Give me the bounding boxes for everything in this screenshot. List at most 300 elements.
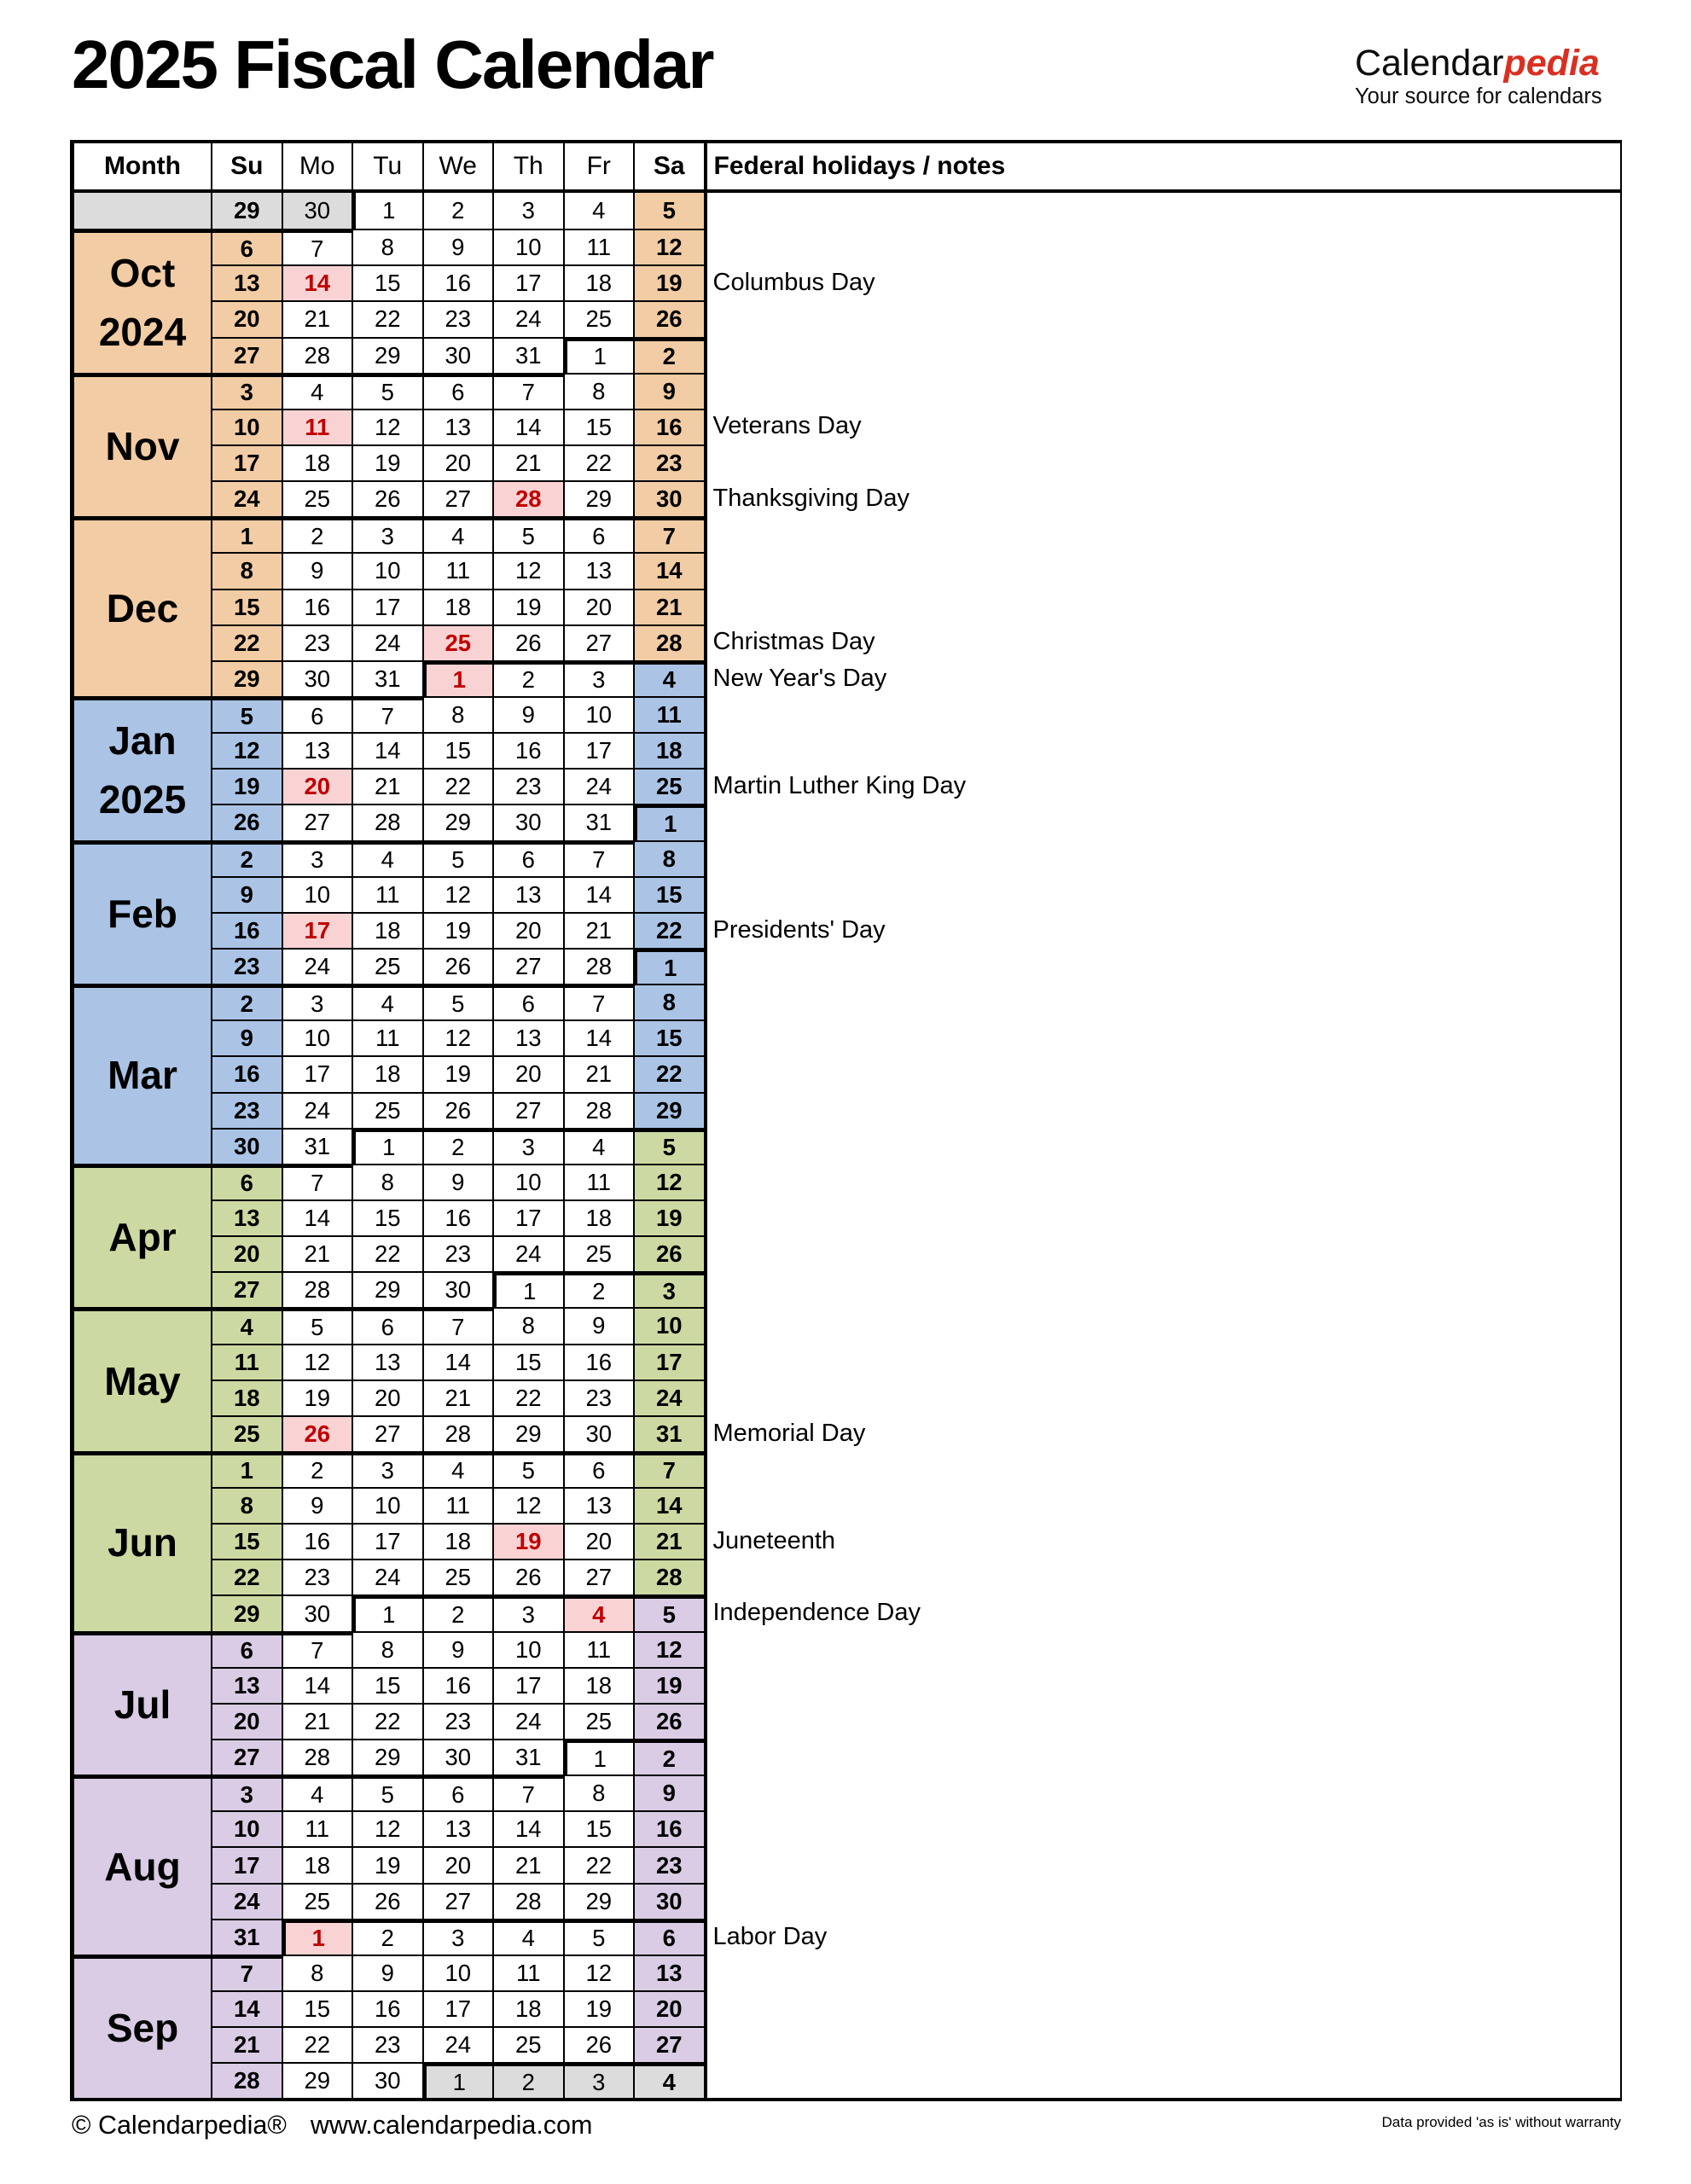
day-cell: 4 [563, 193, 634, 229]
day-cell: 6 [211, 1164, 282, 1199]
day-cell: 11 [352, 876, 422, 912]
day-cell: 28 [492, 1883, 563, 1919]
day-cell: 19 [282, 1380, 352, 1415]
day-cell: 23 [633, 1846, 704, 1882]
day-cell: 6 [211, 1631, 282, 1667]
day-cell: 30 [633, 480, 704, 516]
day-cell: 17 [211, 444, 282, 480]
day-cell: 7 [563, 984, 634, 1019]
holiday-note: Martin Luther King Day [712, 771, 967, 799]
day-cell: 25 [422, 1559, 493, 1594]
day-cell: 17 [211, 1846, 282, 1882]
day-cell: 16 [633, 409, 704, 444]
day-cell: 25 [282, 480, 352, 516]
day-cell: 20 [211, 1235, 282, 1271]
day-cell: 28 [492, 480, 563, 516]
day-cell: 3 [352, 1451, 422, 1487]
day-cell: 4 [563, 1594, 634, 1630]
day-cell: 18 [563, 1667, 634, 1703]
day-cell: 9 [211, 1019, 282, 1055]
day-cell: 23 [282, 1559, 352, 1594]
day-cell: 23 [352, 2026, 422, 2062]
day-cell: 23 [282, 624, 352, 660]
month-cell-may-2025 [74, 1307, 211, 1451]
day-cell: 19 [211, 768, 282, 804]
day-cell: 24 [211, 1883, 282, 1919]
day-cell: 30 [422, 1271, 493, 1307]
copyright-text: © Calendarpedia® [72, 2111, 287, 2140]
day-cell: 23 [563, 1380, 634, 1415]
day-cell: 29 [282, 2062, 352, 2098]
day-cell: 31 [211, 1919, 282, 1955]
day-cell: 21 [563, 1055, 634, 1091]
day-cell: 27 [422, 1883, 493, 1919]
day-cell: 22 [211, 624, 282, 660]
day-cell: 11 [211, 1344, 282, 1380]
day-cell: 28 [633, 624, 704, 660]
day-cell: 3 [492, 1128, 563, 1164]
day-cell: 14 [492, 1810, 563, 1846]
day-cell: 19 [633, 264, 704, 300]
day-cell: 2 [422, 193, 493, 229]
day-cell: 6 [563, 516, 634, 552]
day-cell: 26 [282, 1415, 352, 1451]
day-cell: 17 [282, 912, 352, 948]
day-cell: 2 [352, 1919, 422, 1955]
day-cell: 10 [352, 552, 422, 588]
day-cell: 26 [633, 300, 704, 336]
day-cell: 29 [633, 1092, 704, 1128]
day-cell: 20 [492, 912, 563, 948]
day-cell: 8 [492, 1307, 563, 1343]
day-cell: 21 [211, 2026, 282, 2062]
day-cell: 12 [492, 552, 563, 588]
day-cell: 28 [563, 1092, 634, 1128]
day-cell: 22 [352, 1235, 422, 1271]
day-cell: 21 [422, 1380, 493, 1415]
day-cell: 6 [492, 840, 563, 876]
day-cell: 1 [211, 516, 282, 552]
logo-brand-black: Calendar [1355, 43, 1504, 84]
day-cell: 24 [633, 1380, 704, 1415]
month-cell-feb-2025 [74, 840, 211, 985]
day-cell: 15 [563, 1810, 634, 1846]
day-cell: 30 [282, 193, 352, 229]
day-cell: 2 [422, 1128, 493, 1164]
day-cell: 26 [211, 804, 282, 839]
day-cell: 26 [492, 1559, 563, 1594]
day-cell: 27 [422, 480, 493, 516]
day-cell: 16 [352, 1990, 422, 2026]
day-cell: 15 [352, 264, 422, 300]
day-cell: 20 [211, 1703, 282, 1739]
day-cell: 7 [492, 1774, 563, 1810]
day-cell: 9 [633, 1774, 704, 1810]
day-cell: 1 [633, 948, 704, 984]
logo-wordmark [1355, 44, 1602, 83]
day-cell: 17 [492, 1199, 563, 1235]
day-cell: 2 [211, 840, 282, 876]
day-cell: 12 [422, 876, 493, 912]
day-cell: 16 [422, 1667, 493, 1703]
day-cell: 8 [211, 1487, 282, 1523]
day-cell: 12 [282, 1344, 352, 1380]
day-cell: 8 [282, 1955, 352, 1990]
day-cell: 9 [633, 373, 704, 409]
day-cell: 19 [492, 589, 563, 624]
day-cell: 21 [282, 300, 352, 336]
header-friday: Fr [563, 143, 634, 193]
day-cell: 22 [492, 1380, 563, 1415]
day-cell: 29 [492, 1415, 563, 1451]
day-cell: 14 [282, 1667, 352, 1703]
day-cell: 25 [563, 1703, 634, 1739]
logo-brand-red: pedia [1503, 43, 1600, 84]
day-cell: 21 [492, 444, 563, 480]
day-cell: 16 [492, 732, 563, 768]
day-cell: 5 [352, 1774, 422, 1810]
day-cell: 23 [211, 1092, 282, 1128]
day-cell: 1 [282, 1919, 352, 1955]
day-cell: 27 [563, 624, 634, 660]
day-cell: 21 [282, 1235, 352, 1271]
month-cell-mar-2025 [74, 984, 211, 1164]
day-cell: 3 [211, 1774, 282, 1810]
day-cell: 21 [492, 1846, 563, 1882]
header-federal-holidays: Federal holidays / notes [707, 143, 1620, 193]
day-cell: 29 [211, 660, 282, 696]
month-label: 2025 [98, 776, 187, 822]
day-cell: 29 [422, 804, 493, 839]
day-cell: 5 [633, 1128, 704, 1164]
day-cell: 13 [211, 1667, 282, 1703]
day-cell: 4 [282, 373, 352, 409]
day-cell: 3 [492, 193, 563, 229]
day-cell: 11 [352, 1019, 422, 1055]
day-cell: 22 [563, 444, 634, 480]
day-cell: 30 [211, 1128, 282, 1164]
day-cell: 3 [282, 840, 352, 876]
header-monday: Mo [282, 143, 352, 193]
day-cell: 27 [211, 337, 282, 373]
month-cell-jun-2025 [74, 1451, 211, 1631]
day-cell: 27 [211, 1271, 282, 1307]
header-thursday: Th [492, 143, 563, 193]
day-cell: 12 [352, 1810, 422, 1846]
day-cell: 8 [563, 1774, 634, 1810]
day-cell: 14 [563, 876, 634, 912]
holiday-note: Memorial Day [712, 1419, 866, 1447]
day-cell: 6 [352, 1307, 422, 1343]
day-cell: 22 [352, 300, 422, 336]
day-cell: 27 [633, 2026, 704, 2062]
day-cell: 13 [422, 409, 493, 444]
day-cell: 19 [563, 1990, 634, 2026]
holiday-note: Presidents' Day [712, 915, 886, 944]
day-cell: 10 [633, 1307, 704, 1343]
day-cell: 20 [492, 1055, 563, 1091]
day-cell: 27 [492, 948, 563, 984]
day-cell: 28 [282, 1271, 352, 1307]
day-cell: 3 [633, 1271, 704, 1307]
day-cell: 20 [282, 768, 352, 804]
day-cell: 11 [282, 1810, 352, 1846]
day-cell: 25 [563, 300, 634, 336]
day-cell: 31 [492, 337, 563, 373]
day-cell: 4 [422, 1451, 493, 1487]
day-cell: 25 [352, 1092, 422, 1128]
month-label: Jan [108, 717, 177, 763]
day-cell: 15 [211, 1523, 282, 1559]
day-cell: 4 [352, 840, 422, 876]
day-cell: 10 [211, 409, 282, 444]
day-cell: 2 [492, 2062, 563, 2098]
day-cell: 29 [352, 1271, 422, 1307]
day-cell: 13 [633, 1955, 704, 1990]
day-cell: 6 [492, 984, 563, 1019]
calendarpedia-logo [1355, 44, 1602, 107]
day-cell: 28 [352, 804, 422, 839]
month-label: Oct [109, 250, 176, 295]
holiday-note: New Year's Day [712, 664, 887, 692]
day-cell: 9 [282, 552, 352, 588]
day-cell: 11 [633, 696, 704, 732]
day-cell: 1 [352, 1594, 422, 1630]
day-cell: 4 [563, 1128, 634, 1164]
day-cell: 21 [282, 1703, 352, 1739]
day-cell: 29 [211, 1594, 282, 1630]
day-cell: 9 [422, 1631, 493, 1667]
day-cell: 22 [633, 912, 704, 948]
day-cell: 15 [352, 1667, 422, 1703]
day-cell: 24 [422, 2026, 493, 2062]
day-cell: 5 [633, 193, 704, 229]
day-cell: 19 [633, 1667, 704, 1703]
day-cell: 27 [352, 1415, 422, 1451]
day-cell: 18 [211, 1380, 282, 1415]
month-cell-apr-2025 [74, 1164, 211, 1308]
day-cell: 17 [492, 264, 563, 300]
calendar-grid [74, 143, 704, 2098]
header-wednesday: We [422, 143, 493, 193]
day-cell: 10 [492, 1631, 563, 1667]
day-cell: 11 [422, 552, 493, 588]
day-cell: 18 [633, 732, 704, 768]
day-cell: 16 [211, 1055, 282, 1091]
day-cell: 15 [282, 1990, 352, 2026]
holiday-note: Thanksgiving Day [712, 484, 909, 512]
day-cell: 31 [352, 660, 422, 696]
day-cell: 1 [352, 193, 422, 229]
day-cell: 9 [211, 876, 282, 912]
holiday-note: Christmas Day [712, 628, 875, 656]
day-cell: 8 [352, 1631, 422, 1667]
day-cell: 7 [492, 373, 563, 409]
day-cell: 20 [563, 1523, 634, 1559]
day-cell: 22 [211, 1559, 282, 1594]
day-cell: 13 [422, 1810, 493, 1846]
day-cell: 26 [492, 624, 563, 660]
day-cell: 2 [492, 660, 563, 696]
day-cell: 30 [282, 660, 352, 696]
day-cell: 30 [422, 337, 493, 373]
day-cell: 7 [211, 1955, 282, 1990]
day-cell: 3 [282, 984, 352, 1019]
month-cell-nov-2024 [74, 373, 211, 517]
month-label: Feb [108, 891, 177, 936]
day-cell: 4 [282, 1774, 352, 1810]
day-cell: 3 [211, 373, 282, 409]
month-cell-aug-2025 [74, 1774, 211, 1955]
day-cell: 17 [282, 1055, 352, 1091]
day-cell: 29 [352, 1739, 422, 1774]
day-cell: 24 [352, 1559, 422, 1594]
month-cell-sep-2025 [74, 1955, 211, 2099]
day-cell: 13 [211, 1199, 282, 1235]
day-cell: 19 [422, 1055, 493, 1091]
day-cell: 10 [492, 229, 563, 264]
day-cell: 5 [211, 696, 282, 732]
holiday-note: Juneteenth [712, 1527, 836, 1555]
day-cell: 4 [211, 1307, 282, 1343]
day-cell: 20 [422, 1846, 493, 1882]
month-label: Nov [105, 423, 180, 468]
day-cell: 14 [211, 1990, 282, 2026]
day-cell: 27 [492, 1092, 563, 1128]
day-cell: 28 [563, 948, 634, 984]
month-cell-dec-2024 [74, 516, 211, 696]
day-cell: 9 [352, 1955, 422, 1990]
month-label: 2024 [98, 309, 187, 354]
day-cell: 9 [563, 1307, 634, 1343]
day-cell: 19 [352, 444, 422, 480]
day-cell: 5 [422, 840, 493, 876]
day-cell: 13 [492, 876, 563, 912]
header-saturday: Sa [633, 143, 704, 193]
day-cell: 2 [282, 1451, 352, 1487]
day-cell: 12 [352, 409, 422, 444]
day-cell: 18 [422, 589, 493, 624]
day-cell: 27 [211, 1739, 282, 1774]
day-cell: 9 [422, 229, 493, 264]
day-cell: 21 [563, 912, 634, 948]
day-cell: 25 [633, 768, 704, 804]
day-cell: 18 [563, 264, 634, 300]
day-cell: 11 [563, 1164, 634, 1199]
month-label: Sep [106, 2006, 179, 2051]
day-cell: 13 [282, 732, 352, 768]
day-cell: 20 [633, 1990, 704, 2026]
day-cell: 29 [563, 480, 634, 516]
day-cell: 15 [563, 409, 634, 444]
day-cell: 25 [211, 1415, 282, 1451]
day-cell: 23 [211, 948, 282, 984]
day-cell: 4 [633, 660, 704, 696]
day-cell: 10 [282, 876, 352, 912]
day-cell: 29 [352, 337, 422, 373]
day-cell: 8 [633, 840, 704, 876]
day-cell: 16 [282, 589, 352, 624]
day-cell: 8 [422, 696, 493, 732]
day-cell: 27 [282, 804, 352, 839]
day-cell: 12 [211, 732, 282, 768]
day-cell: 1 [492, 1271, 563, 1307]
day-cell: 12 [492, 1487, 563, 1523]
day-cell: 23 [422, 1235, 493, 1271]
day-cell: 13 [563, 552, 634, 588]
day-cell: 4 [633, 2062, 704, 2098]
day-cell: 17 [422, 1990, 493, 2026]
day-cell: 2 [282, 516, 352, 552]
day-cell: 11 [422, 1487, 493, 1523]
day-cell: 25 [563, 1235, 634, 1271]
day-cell: 7 [563, 840, 634, 876]
day-cell: 3 [492, 1594, 563, 1630]
day-cell: 30 [563, 1415, 634, 1451]
day-cell: 8 [633, 984, 704, 1019]
day-cell: 1 [211, 1451, 282, 1487]
day-cell: 7 [352, 696, 422, 732]
day-cell: 20 [211, 300, 282, 336]
day-cell: 16 [563, 1344, 634, 1380]
day-cell: 6 [563, 1451, 634, 1487]
holiday-note: Labor Day [712, 1922, 828, 1950]
day-cell: 23 [492, 768, 563, 804]
day-cell: 23 [422, 1703, 493, 1739]
month-label: Aug [104, 1844, 181, 1889]
day-cell: 26 [563, 2026, 634, 2062]
day-cell: 8 [563, 373, 634, 409]
day-cell: 18 [422, 1523, 493, 1559]
day-cell: 11 [563, 229, 634, 264]
month-label: Jul [113, 1682, 171, 1727]
day-cell: 1 [563, 337, 634, 373]
day-cell: 30 [282, 1594, 352, 1630]
day-cell: 20 [352, 1380, 422, 1415]
month-label: Apr [108, 1215, 177, 1260]
day-cell: 2 [422, 1594, 493, 1630]
day-cell: 4 [422, 516, 493, 552]
day-cell: 14 [492, 409, 563, 444]
day-cell: 8 [352, 229, 422, 264]
day-cell: 25 [492, 2026, 563, 2062]
day-cell: 8 [352, 1164, 422, 1199]
day-cell: 1 [563, 1739, 634, 1774]
day-cell: 6 [282, 696, 352, 732]
day-cell: 24 [492, 1703, 563, 1739]
day-cell: 26 [422, 948, 493, 984]
notes-body [704, 143, 1620, 2098]
page-title: 2025 Fiscal Calendar [72, 26, 713, 102]
day-cell: 2 [563, 1271, 634, 1307]
day-cell: 1 [633, 804, 704, 839]
day-cell: 7 [633, 516, 704, 552]
day-cell: 29 [211, 193, 282, 229]
day-cell: 25 [422, 624, 493, 660]
day-cell: 10 [211, 1810, 282, 1846]
day-cell: 14 [422, 1344, 493, 1380]
day-cell: 2 [633, 337, 704, 373]
day-cell: 26 [633, 1703, 704, 1739]
day-cell: 10 [422, 1955, 493, 1990]
day-cell: 18 [282, 1846, 352, 1882]
day-cell: 14 [633, 1487, 704, 1523]
day-cell: 13 [563, 1487, 634, 1523]
day-cell: 17 [492, 1667, 563, 1703]
day-cell: 4 [352, 984, 422, 1019]
day-cell: 17 [563, 732, 634, 768]
day-cell: 19 [492, 1523, 563, 1559]
